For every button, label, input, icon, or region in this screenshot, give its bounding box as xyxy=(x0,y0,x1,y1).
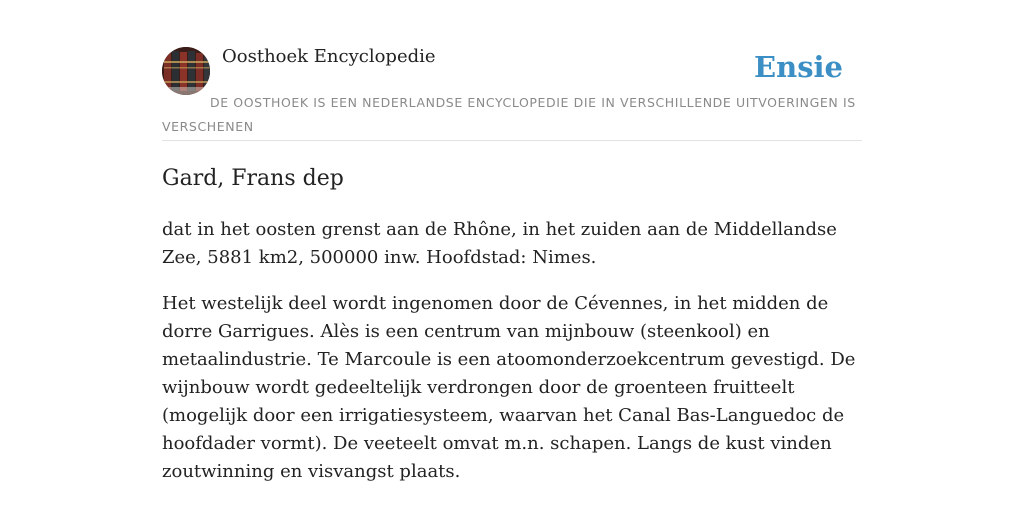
encyclopedia-books-icon[interactable] xyxy=(162,47,210,95)
article xyxy=(162,160,862,486)
source-header xyxy=(162,46,862,141)
article-paragraph-2: Het westelijk deel wordt ingenomen door de Cévennes, in het midden de dorre Garrigues. Alès is een centrum van mijnbouw (steenkool) en metaalindustrie. Te Marcoule is een atoomonderzoekcentrum gevestigd. De wijnbouw wordt gedeeltelijk verdrongen door de groenteen fruitteelt (mogelijk door een irrigatiesysteem, waarvan het Canal Bas-Languedoc de hoofdader vormt). De veeteelt omvat m.n. schapen. Langs de kust vinden zoutwinning en visvangst plaats. xyxy=(162,293,856,482)
article-paragraph-1: dat in het oosten grenst aan de Rhône, in het zuiden aan de Middellandse Zee, 5881 km2, 500000 inw. Hoofdstad: Nimes. xyxy=(162,219,837,268)
source-title[interactable]: Oosthoek Encyclopedie xyxy=(222,46,436,67)
source-description: DE OOSTHOEK IS EEN NEDERLANDSE ENCYCLOPEDIE DIE IN VERSCHILLENDE UITVOERINGEN IS VERSCHENEN xyxy=(162,95,856,134)
ensie-logo-link[interactable]: Ensie xyxy=(754,50,843,84)
article-title: Gard, Frans dep xyxy=(162,166,344,191)
